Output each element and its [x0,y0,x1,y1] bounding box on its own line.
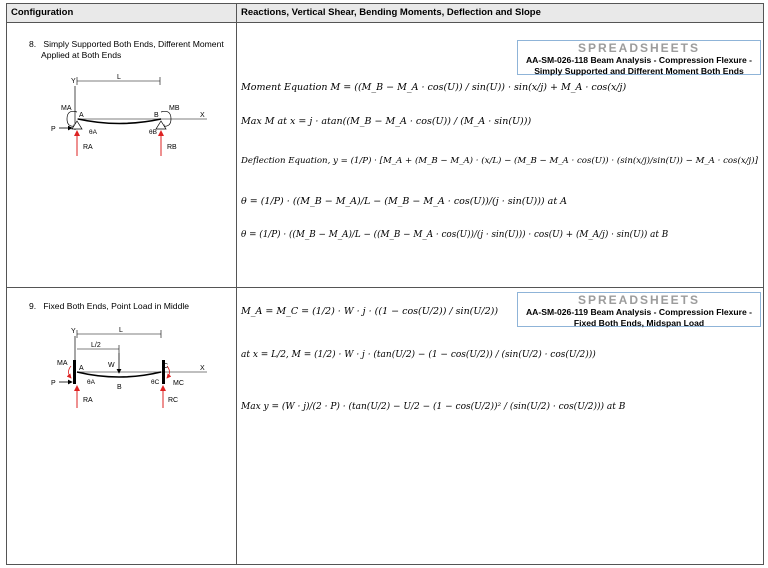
row9-w-label: W [108,362,115,369]
row9-thetac-label: θC [151,379,160,386]
row8-ma-label: MA [61,105,72,112]
row8-eq-deflection: Deflection Equation, y = (1/P) · [M_A + (M_B − M_A) · (x/L) − (M_B − M_A · cos(U)) · (sin(x/j)/sin(U)) − M_A · cos(x/j)] [241,156,758,166]
row8-title-line1: Simply Supported Both Ends, Different Moment [43,39,224,49]
row8-number: 8. [29,39,37,49]
row9-badge-line2: Fixed Both Ends, Midspan Load [573,318,705,328]
row9-eq-max-deflection: Max y = (W · j)/(2 · P) · (tan(U/2) − U/2 − (1 − cos(U/2))² / (sin(U/2) · cos(U/2))) at B [241,402,626,412]
row8-l-label: L [117,74,121,81]
row9-beam-diagram [37,322,227,412]
row8-p-label: P [51,126,56,133]
row9-rc-label: RC [168,397,179,404]
row8-x-label: X [200,112,205,119]
row8-badge-line2: Simply Supported and Different Moment Both Ends [534,66,744,76]
row8-doc-badge [517,40,761,75]
row8-beam [78,119,161,124]
row9-doc-badge [517,292,761,327]
row9-badge-logo: SPREADSHEETS [577,293,701,307]
row8-mb-label: MB [169,105,180,112]
row8-eq-moment: Moment Equation M = ((M_B − M_A · cos(U)) / sin(U)) · sin(x/j) + M_A · cos(x/j) [241,82,627,93]
row9-badge-line1: AA-SM-026-119 Beam Analysis - Compression Flexure - [525,307,753,317]
row9-ma-label: MA [57,360,68,367]
row9-a-label: A [79,365,84,372]
row8-thetab-label: θB [149,129,157,136]
row9-number: 9. [29,301,37,311]
row9-thetaa-label: θA [87,379,95,386]
column-divider [236,4,237,564]
row9-ra-label: RA [83,397,93,404]
row8-badge-logo: SPREADSHEETS [577,41,701,55]
row8-eq-slope-a: θ = (1/P) · ((M_B − M_A)/L − (M_B − M_A · cos(U))/(j · sin(U))) at A [241,196,568,207]
beam-formula-table [6,3,764,565]
row8-rb-label: RB [167,144,177,151]
row8-badge-line1: AA-SM-026-118 Beam Analysis - Compression Flexure - [525,55,753,65]
row8-ra-label: RA [83,144,93,151]
row9-mc-label: MC [173,380,184,387]
row8-config-title [29,39,224,61]
row8-thetaa-label: θA [89,129,97,136]
row9-x-label: X [200,365,205,372]
row9-b-label: B [117,384,122,391]
row9-title-line1: Fixed Both Ends, Point Load in Middle [43,301,190,311]
row9-l-label: L [119,327,123,334]
row9-l2-label: L/2 [91,342,101,349]
row9-config-title [29,301,189,312]
row8-a-label: A [79,112,84,119]
row9-p-label: P [51,380,56,387]
row9-y-label: Y [71,328,76,335]
row8-y-label: Y [71,78,76,85]
row9-eq-mid-moment: at x = L/2, M = (1/2) · W · j · (tan(U/2) − (1 − cos(U/2)) / (sin(U/2) · cos(U/2))) [241,350,596,360]
row8-title-line2: Applied at Both Ends [41,50,122,60]
row8-eq-slope-b: θ = (1/P) · ((M_B − M_A)/L − ((M_B − M_A · cos(U))/(j · sin(U))) · cos(U) + (M_A/j) · sin(U)) at B [241,230,669,240]
row8-eq-max-moment: Max M at x = j · atan((M_B − M_A · cos(U)) / (M_A · sin(U))) [241,116,532,127]
header-configuration: Configuration [11,7,74,18]
table-header [7,4,763,23]
row8-b-label: B [154,112,159,119]
row9-c-label: C [163,363,169,370]
row8-beam-diagram [37,72,227,162]
row-divider [7,287,763,288]
header-reactions: Reactions, Vertical Shear, Bending Moments, Deflection and Slope [241,7,541,18]
row9-eq-end-moment: M_A = M_C = (1/2) · W · j · ((1 − cos(U/2)) / sin(U/2)) [241,306,499,317]
